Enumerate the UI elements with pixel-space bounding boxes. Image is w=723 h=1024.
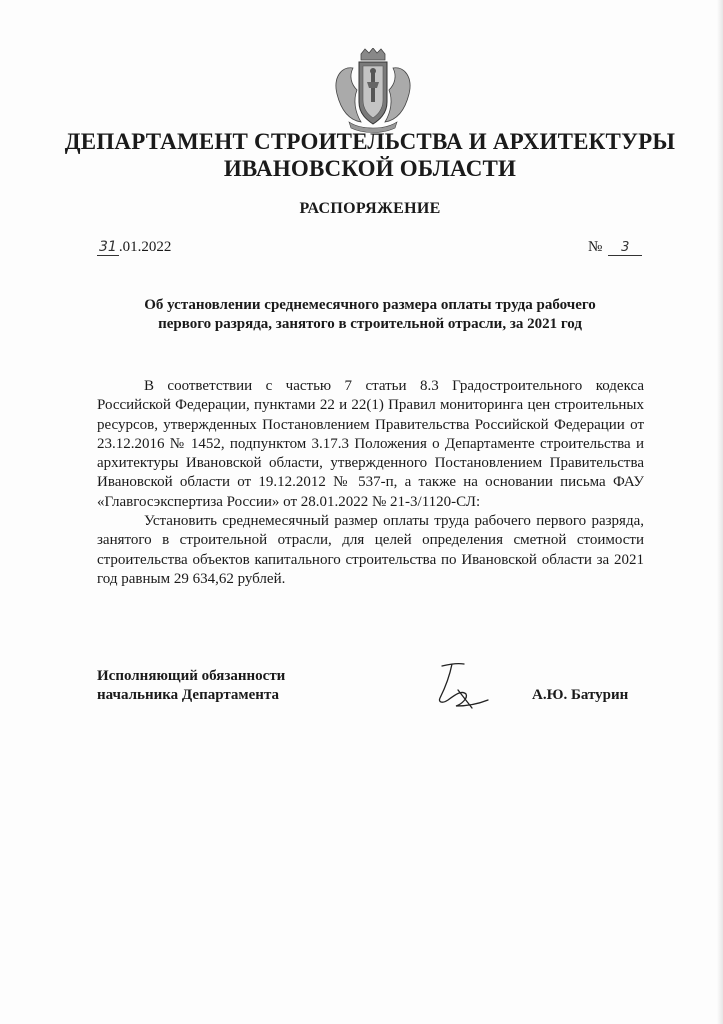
document-date: [97, 239, 171, 256]
document-subject: [100, 296, 640, 334]
signatory-position-line1: Исполняющий обязанности: [97, 668, 286, 684]
number-value-handwritten: 3: [608, 240, 642, 256]
document-type-heading: РАСПОРЯЖЕНИЕ: [299, 200, 441, 217]
department-title-line1: ДЕПАРТАМЕНТ СТРОИТЕЛЬСТВА И АРХИТЕКТУРЫ: [64, 129, 676, 154]
department-title-line2: ИВАНОВСКОЙ ОБЛАСТИ: [223, 156, 517, 181]
signatory-position-line2: начальника Департамента: [97, 687, 279, 703]
number-label: №: [588, 239, 603, 255]
date-day-handwritten: 31: [99, 239, 117, 255]
coat-of-arms-icon: [331, 48, 415, 134]
body-paragraph-decision: Установить среднемесячный размер оплаты труда рабочего первого разряда, занятого в строительной отрасли, для целей определения сметной стоимости строительства объектов капитального строительства по Ивановской области за 2021 год равным 29 634,62 рублей.: [97, 513, 644, 587]
document-number: [588, 239, 642, 256]
date-month-year: .01.2022: [118, 239, 172, 255]
document-body: [97, 377, 644, 589]
subject-line2: первого разряда, занятого в строительной отрасли, за 2021 год: [158, 316, 582, 332]
signatory-position: [97, 667, 285, 705]
handwritten-signature-icon: [428, 660, 498, 712]
department-title: [60, 128, 680, 182]
scan-shadow-edge: [717, 0, 723, 1024]
signatory-name: А.Ю. Батурин: [532, 687, 629, 703]
body-paragraph-basis: В соответствии с частью 7 статьи 8.3 Градостроительного кодекса Российской Федерации, пунктами 22 и 22(1) Правил мониторинга цен строительных ресурсов, утвержденных Постановлением Правительства Российской Федерации от 23.12.2016 № 1452, подпунктом 3.17.3 Положения о Департаменте строительства и архитектуры Ивановской области, утвержденного Постановлением Правительства Ивановской области от 19.12.2012 № 537-п, а также на основании письма ФАУ «Главгосэкспертиза России» от 28.01.2022 № 21-3/1120-СЛ:: [97, 378, 644, 510]
subject-line1: Об установлении среднемесячного размера оплаты труда рабочего: [144, 297, 596, 313]
